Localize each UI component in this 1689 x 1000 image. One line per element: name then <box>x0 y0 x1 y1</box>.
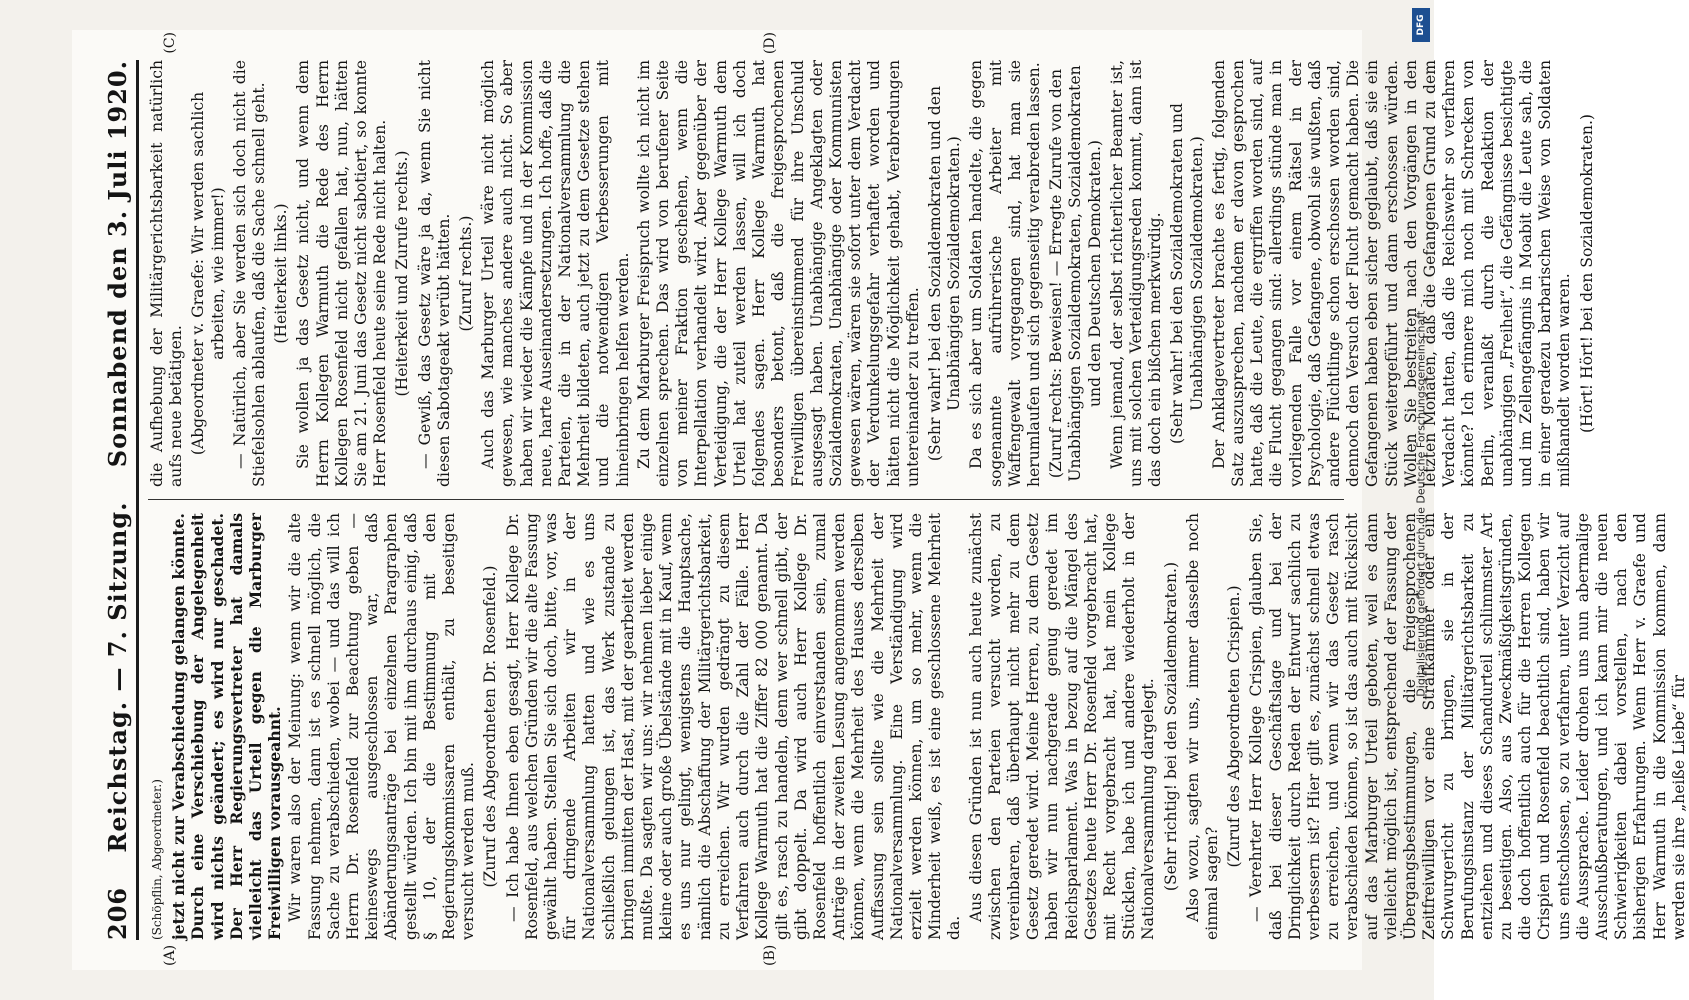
margin-mark-a: (A) <box>162 944 178 966</box>
speaker-note: (Schöpflin, Abgeordneter.) <box>150 779 164 940</box>
page-number: 206 <box>103 886 132 940</box>
paragraph: Der Anklagevertreter brachte es fertig, folgenden Satz auszusprechen, nachdem er davon gesprochen hatte, daß die Leute, die ergriffen worden sind, auf die Flucht gegangen sind: allerdings stünde man in vorliegenden Falle vor einem Rätsel in der Psychologie, daß Gefangene, obwohl sie wußten, daß andere Flüchtlinge schon erschossen worden sind, dennoch den Versuch der Flucht gemacht haben. Die Gefangenen haben eben sicher geglaubt, daß sie ein Stück weitergeführt und dann erschossen würden. Wollen Sie bestreiten nach den Vorgängen in den letzten Monaten, daß die Gefangenen Grund zu dem Verdacht hatten, daß die Reichswehr so verfahren könnte? Ich erinnere mich noch mit Schrecken von Berlin, veranlaßt durch die Redaktion der unabhängigen „Freiheit“, die Gefängnisse besichtigte und im Zellengefängnis in Moabit die Leute sah, die in einer geradezu barbarischen Weise von Soldaten mißhandelt worden waren. <box>1209 60 1574 487</box>
paragraph: Auch das Marburger Urteil wäre nicht möglich gewesen, wie manches andere auch nicht. So aber haben wir wieder die Kämpfe und in der Kommission neue, harte Auseinandersetzungen. Ich hoffe, daß die Parteien, die in der Nationalversammlung die Mehrheit bildeten, auch jetzt zu dem Gesetze stehen und die notwendigen Verbesserungen mit hineinbringen helfen werden. <box>479 60 632 487</box>
paragraph: — Verehrter Herr Kollege Crispien, glauben Sie, daß bei dieser Geschäftslage und bei der Dringlichkeit durch Reden der Entwurf sachlich zu verbessern ist? Hier gilt es, zunächst schnell etwas zu erreichen, und wenn wir das Gesetz rasch verabschieden können, so ist das auch mit Rücksicht auf das Marburger Urteil geboten, weil es dann vielleicht möglich ist, entsprechend der Fassung der Übergangsbestimmungen, die freigesprochenen Zeitfreiwilligen vor eine Strafkammer oder ein Schwurgericht zu bringen, sie in der Berufungsinstanz der Militärgerichtsbarkeit zu entziehen und dieses Schandurteil schlimmster Art zu beseitigen. Also, aus Zweckmäßigkeitsgründen, die doch hoffentlich auch für die Herren Kollegen Crispien und Rosenfeld beachtlich sind, haben wir uns entschlossen, so zu verfahren, unter Verzicht auf die Aussprache. Leider drohen uns nun abermalige Ausschußberatungen, und ich kann mir die neuen Schwierigkeiten dabei vorstellen, nach den bisherigen Erfahrungen. Wenn Herr v. Graefe und Herr Warmuth in die Kommission kommen, dann werden sie ihre „heiße Liebe“ für <box>1247 513 1688 940</box>
interjection: (Zuruf rechts: Beweisen! — Erregte Zurufe von den Unabhängigen Sozialdemokraten, Sozialdemokraten und den Deutschen Demokraten.) <box>1047 65 1104 482</box>
paragraph: Wir waren also der Meinung: wenn wir die alte Fassung nehmen, dann ist es schnell möglich, die Sache zu verabschieden, wobei — und das will ich Herrn Dr. Rosenfeld zur Beachtung geben — keineswegs ausgeschlossen war, daß Abänderungsanträge bei einzelnen Paragraphen gestellt würden. Ich bin mit ihm durchaus einig, daß § 10, der die Bestimmung mit den Regierungskommissaren enthält, zu beseitigen versucht werden muß. <box>286 513 478 940</box>
column-divider <box>148 499 1344 500</box>
margin-mark-c: (C) <box>162 32 178 54</box>
paragraph: Wenn jemand, der selbst richterlicher Beamter ist, uns mit solchen Verteidigungsreden kommt, dann ist das doch ein bißchen merkwürdig. <box>1107 60 1165 487</box>
session-title: Reichstag. — 7. Sitzung. <box>103 501 132 853</box>
digitization-credit: Digitalisierung gefördert durch die Deutsche Forschungsgemeinschaft - <box>1414 303 1428 697</box>
interjection: (Heiterkeit links.) <box>272 203 291 344</box>
interjection: (Zuruf rechts.) <box>457 215 476 332</box>
dfg-logo-icon: DFG <box>1412 8 1430 42</box>
header-rule <box>136 60 139 940</box>
paragraph: Sie wollen ja das Gesetz nicht, und wenn dem Herrn Kollegen Warmuth die Rede des Herrn Kollegen Rosenfeld nicht gefallen hat, nun, hätten Sie am 21. Juni das Gesetz nicht sabotiert, so konnte Herr Rosenfeld heute seine Rede nicht halten. <box>294 60 390 487</box>
margin-mark-b: (B) <box>762 944 778 966</box>
paragraph: Zu dem Marburger Freispruch wollte ich nicht im einzelnen sprechen. Das wird von berufener Seite von meiner Fraktion geschehen, wenn die Interpellation verhandelt wird. Aber gegenüber der Verteidigung, die der Herr Kollege Warmuth dem Urteil hat zuteil werden lassen, will ich doch folgendes sagen. Herr Kollege Warmuth hat besonders betont, daß die freigesprochenen Freiwilligen übereinstimmend für ihre Unschuld ausgesagt haben. Unabhängige Angeklagten oder Sozialdemokraten, Unabhängige oder Kommunisten gewesen wären, wären sie sofort unter dem Verdacht der Verdunkelungsgefahr verhaftet worden und hätten nicht die Möglichkeit gehabt, Verabredungen untereinander zu treffen. <box>634 60 922 487</box>
interjection: (Sehr wahr! bei den Sozialdemokraten und Unabhängigen Sozialdemokraten.) <box>1168 103 1206 444</box>
interjection: (Sehr richtig! bei den Sozialdemokraten.) <box>1161 561 1180 892</box>
interjection: (Zuruf des Abgeordneten Crispien.) <box>1225 585 1244 868</box>
interjection: (Abgeordneter v. Graefe: Wir werden sachlich arbeiten, wie immer!) <box>189 91 227 456</box>
margin-mark-d: (D) <box>762 32 778 55</box>
paragraph: — Gewiß, das Gesetz wäre ja da, wenn Sie nicht diesen Sabotageakt verübt hätten. <box>415 60 453 487</box>
paragraph: Also wozu, sagten wir uns, immer dasselbe noch einmal sagen? <box>1183 513 1221 940</box>
paragraph: — Natürlich, aber Sie werden sich doch nicht die Stiefelsohlen ablaufen, daß die Sache schnell geht. <box>230 60 269 487</box>
right-column <box>148 60 1596 487</box>
interjection: (Hört! Hört! bei den Sozialdemokraten.) <box>1577 113 1596 434</box>
paragraph: Da es sich aber um Soldaten handelte, die gegen sogenannte aufrührerische Arbeiter mit Waffengewalt vorgegangen sind, hat man sie herumlaufen und sich gegenseitig verabreden lassen. <box>967 60 1043 487</box>
session-date: Sonnabend den 3. Juli 1920. <box>103 60 132 468</box>
interjection: (Heiterkeit und Zurufe rechts.) <box>393 150 412 397</box>
paragraph: Aus diesen Gründen ist nun auch heute zunächst zwischen den Parteien versucht worden, zu vereinbaren, daß überhaupt nicht mehr zu dem Gesetz geredet wird. Meine Herren, zu dem Gesetz haben wir nun nachgerade genug geredet im Reichsparlament. Was in bezug auf die Mängel des Gesetzes heute Herr Dr. Rosenfeld vorgebracht hat, mit Recht vorgebracht hat, hat mein Kollege Stücklen, habe ich und andere wiederholt in der Nationalversammlung dargelegt. <box>966 513 1158 940</box>
paragraph: — Ich habe Ihnen eben gesagt, Herr Kollege Dr. Rosenfeld, aus welchen Gründen wir die alte Fassung gewählt haben. Stellen Sie sich doch, bitte, vor, was für dringende Arbeiten wir in der Nationalversammlung hatten und wie es uns schließlich gelungen ist, das Werk zustande zu bringen inmitten der Hast, mit der gearbeitet werden mußte. Da sagten wir uns: wir nehmen lieber einige kleine oder auch große Übelstände mit in Kauf, wenn es uns nur gelingt, wenigstens die Hauptsache, nämlich die Abschaffung der Militärgerichtsbarkeit, zu erreichen. Wir wurden gedrängt zu diesem Verfahren auch durch die Zahl der Fälle. Herr Kollege Warmuth hat die Ziffer 82 000 genannt. Da gilt es, rasch zu handeln, denn wer schnell gibt, der gibt doppelt. Da wird auch Herr Kollege Dr. Rosenfeld hoffentlich einverstanden sein, zumal Anträge in der zweiten Lesung angenommen werden können, wenn die Mehrheit des Hauses derselben Auffassung sein sollte wie die Mehrheit der Nationalversammlung. Eine Verständigung wird erzielt werden können, um so mehr, wenn die Minderheit weiß, es ist eine geschlossene Mehrheit da. <box>503 513 964 940</box>
interjection: (Zuruf des Abgeordneten Dr. Rosenfeld.) <box>481 565 500 888</box>
left-column <box>148 513 1688 940</box>
paragraph: jetzt nicht zur Verabschiedung gelangen könnte. Durch eine Verschiebung der Angelegenheit wird nichts geändert; es wird nur geschadet. Der Herr Regierungsvertreter hat damals vielleicht das Urteil gegen die Marburger Freiwilligen vorausgeahnt. <box>169 513 285 940</box>
page-header <box>94 60 132 940</box>
interjection: (Sehr wahr! bei den Sozialdemokraten und den Unabhängigen Sozialdemokraten.) <box>925 85 964 462</box>
paragraph: die Aufhebung der Militärgerichtsbarkeit natürlich aufs neue betätigen. <box>148 60 186 487</box>
